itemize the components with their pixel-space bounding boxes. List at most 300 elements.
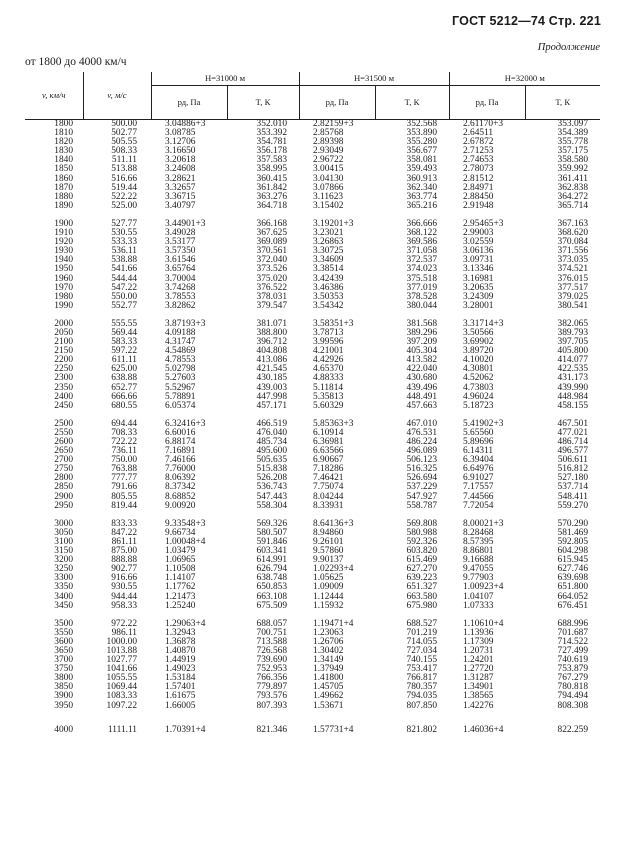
cell-temp-31500: 688.527 [406,618,437,629]
cell-temp-31500: 675.980 [406,600,437,611]
cell-temp-32000: 794.494 [557,691,588,702]
cell-pressure-32000: 1.13936 [463,627,494,638]
cell-pressure-32000: 2.61170+3 [463,119,504,129]
cell-pressure-32000: 4.10020 [463,355,494,366]
cell-speed-ms: 805.55 [111,491,137,502]
cell-temp-31500: 663.580 [406,591,437,602]
cell-temp-32000: 364.272 [557,191,588,202]
group-spacer-cell [25,711,600,720]
cell-speed-kmh: 1940 [54,255,73,266]
cell-temp-32000: 376.015 [557,273,588,284]
cell-temp-32000: 359.992 [557,164,588,175]
cell-pressure-32000: 1.31287 [463,673,494,684]
cell-pressure-32000: 3.06136 [463,246,494,257]
cell-temp-31000: 515.838 [256,464,287,475]
cell-pressure-31500: 1.30402 [313,645,344,656]
cell-temp-32000: 496.577 [557,446,588,457]
cell-pressure-31000: 1.70391+4 [165,724,206,735]
cell-pressure-31000: 3.57350 [165,246,196,257]
cell-temp-31500: 365.216 [406,200,437,211]
sub-header-t: T, К [375,86,449,120]
cell-temp-31000: 413.086 [256,355,287,366]
cell-temp-32000: 740.619 [557,655,588,666]
cell-temp-32000: 570.290 [557,518,588,529]
cell-temp-32000: 808.308 [557,700,588,711]
cell-pressure-32000: 2.78073 [463,164,494,175]
cell-temp-31000: 485.734 [256,437,287,447]
cell-temp-32000: 822.259 [557,724,588,735]
cell-temp-31000: 430.185 [256,373,287,384]
cell-temp-31500: 355.280 [406,137,437,148]
cell-temp-31500: 714.055 [406,636,437,647]
cell-temp-31500: 362.340 [406,182,437,193]
cell-pressure-31500: 8.94860 [313,527,344,538]
cell-pressure-31500: 8.04244 [313,491,344,502]
cell-temp-31500: 821.802 [406,724,437,735]
cell-pressure-31000: 3.36715 [165,191,196,202]
cell-temp-32000: 380.541 [557,300,588,311]
cell-speed-ms: 1027.77 [106,655,137,666]
cell-speed-kmh: 2650 [54,446,73,457]
cell-temp-32000: 377.517 [557,282,588,293]
table-row [25,302,600,311]
cell-temp-32000: 382.065 [557,318,588,329]
cell-speed-kmh: 1830 [54,146,73,157]
cell-pressure-32000: 5.41902+3 [463,418,504,429]
cell-pressure-32000: 2.81512 [463,173,494,184]
cell-pressure-32000: 8.57395 [463,536,494,547]
cell-speed-ms: 944.44 [111,591,137,602]
cell-temp-31500: 639.223 [406,573,437,584]
cell-temp-31500: 378.528 [406,291,437,302]
cell-speed-kmh: 3200 [54,555,73,566]
cell-temp-31500: 448.491 [406,391,437,402]
cell-speed-ms: 547.22 [111,282,137,293]
cell-pressure-31000: 8.37342 [165,482,196,493]
cell-speed-ms: 777.77 [111,473,137,484]
page-header: ГОСТ 5212—74 Стр. 221 [452,14,601,28]
cell-temp-31500: 506.123 [406,455,437,466]
cell-temp-31000: 353.392 [256,128,287,139]
table-row [25,402,600,411]
cell-speed-kmh: 3400 [54,591,73,602]
cell-pressure-31000: 1.21473 [165,591,196,602]
cell-temp-31000: 547.443 [256,491,287,502]
cell-pressure-32000: 4.52062 [463,373,494,384]
cell-pressure-31500: 2.96722 [313,155,344,166]
cell-speed-kmh: 3000 [54,518,73,529]
cell-temp-32000: 355.778 [557,137,588,148]
cell-pressure-32000: 8.28468 [463,527,494,538]
cell-pressure-31500: 3.58351+3 [313,318,354,329]
cell-pressure-31000: 1.00048+4 [165,536,206,547]
cell-pressure-31500: 7.18286 [313,464,344,475]
cell-temp-31500: 366.666 [406,218,437,229]
cell-temp-32000: 581.469 [557,527,588,538]
cell-temp-32000: 486.714 [557,437,588,447]
cell-temp-31500: 352.568 [406,119,437,129]
cell-pressure-31000: 5.78891 [165,391,196,402]
cell-temp-31500: 430.680 [406,373,437,384]
cell-pressure-31500: 1.19471+4 [313,618,354,629]
cell-pressure-31500: 1.57731+4 [313,724,354,735]
cell-speed-ms: 502.77 [111,128,137,139]
cell-speed-ms: 530.55 [111,228,137,239]
cell-pressure-31000: 1.25240 [165,600,196,611]
cell-speed-kmh: 3450 [54,600,73,611]
cell-speed-ms: 875.00 [111,546,137,557]
cell-temp-32000: 373.035 [557,255,588,266]
sub-header-pd: рд, Па [299,86,375,120]
cell-speed-ms: 525.00 [111,200,137,211]
cell-pressure-31500: 1.53671 [313,700,344,711]
cell-temp-31500: 368.122 [406,228,437,239]
cell-speed-kmh: 1990 [54,300,73,311]
cell-pressure-32000: 6.39404 [463,455,494,466]
cell-temp-31000: 376.522 [256,282,287,293]
sub-header-t: T, К [525,86,600,120]
cell-temp-31500: 496.089 [406,446,437,457]
cell-pressure-31500: 3.50353 [313,291,344,302]
cell-temp-31500: 615.469 [406,555,437,566]
cell-speed-ms: 750.00 [111,455,137,466]
cell-speed-ms: 1083.33 [106,691,137,702]
cell-temp-31000: 370.561 [256,246,287,257]
cell-speed-ms: 583.33 [111,337,137,348]
cell-pressure-32000: 2.74653 [463,155,494,166]
table-row [25,602,600,611]
cell-speed-kmh: 1920 [54,237,73,248]
cell-temp-31000: 369.089 [256,237,287,248]
cell-speed-kmh: 3350 [54,582,73,593]
cell-pressure-31000: 9.00920 [165,500,196,511]
cell-temp-31500: 547.927 [406,491,437,502]
cell-temp-31500: 558.787 [406,500,437,511]
cell-speed-ms: 552.77 [111,300,137,311]
cell-pressure-31000: 1.57401 [165,682,196,693]
cell-temp-32000: 368.620 [557,228,588,239]
cell-pressure-32000: 9.16688 [463,555,494,566]
cell-speed-kmh: 1970 [54,282,73,293]
cell-pressure-31000: 9.66734 [165,527,196,538]
cell-pressure-31000: 3.08785 [165,128,196,139]
cell-pressure-32000: 1.07333 [463,600,494,611]
cell-pressure-31500: 8.33931 [313,500,344,511]
table-row [25,502,600,511]
cell-pressure-32000: 7.72054 [463,500,494,511]
cell-temp-31000: 447.998 [256,391,287,402]
cell-speed-ms: 1097.22 [106,700,137,711]
cell-temp-31500: 389.296 [406,327,437,338]
cell-pressure-31000: 1.32943 [165,627,196,638]
cell-pressure-32000: 2.67872 [463,137,494,148]
cell-speed-ms: 513.88 [111,164,137,175]
cell-temp-32000: 701.687 [557,627,588,638]
cell-pressure-31000: 1.40870 [165,645,196,656]
cell-temp-32000: 357.175 [557,146,588,157]
cell-speed-kmh: 3500 [54,618,73,629]
cell-speed-kmh: 3850 [54,682,73,693]
cell-pressure-31500: 5.85363+3 [313,418,354,429]
cell-speed-ms: 638.88 [111,373,137,384]
cell-speed-kmh: 2400 [54,391,73,402]
cell-speed-kmh: 4000 [54,724,73,735]
cell-pressure-32000: 1.38565 [463,691,494,702]
sub-header-pd: рд, Па [151,86,227,120]
cell-speed-ms: 611.11 [111,355,137,366]
cell-temp-32000: 422.535 [557,364,588,375]
cell-temp-31500: 375.518 [406,273,437,284]
cell-temp-31500: 580.988 [406,527,437,538]
cell-pressure-32000: 3.24309 [463,291,494,302]
cell-temp-32000: 516.812 [557,464,588,475]
cell-pressure-32000: 3.16981 [463,273,494,284]
cell-temp-31500: 457.663 [406,400,437,411]
cell-speed-ms: 538.88 [111,255,137,266]
cell-speed-kmh: 1850 [54,164,73,175]
cell-pressure-31000: 3.20618 [165,155,196,166]
cell-temp-31000: 358.995 [256,164,287,175]
cell-pressure-32000: 9.77903 [463,573,494,584]
cell-pressure-31500: 6.63566 [313,446,344,457]
cell-speed-kmh: 2050 [54,327,73,338]
cell-speed-ms: 819.44 [111,500,137,511]
cell-temp-31500: 374.023 [406,264,437,275]
cell-speed-kmh: 2200 [54,355,73,366]
cell-pressure-31500: 3.04130 [313,173,344,184]
cell-pressure-32000: 2.95465+3 [463,218,504,229]
cell-speed-kmh: 3950 [54,700,73,711]
cell-speed-ms: 958.33 [111,600,137,611]
cell-pressure-31000: 1.06965 [165,555,196,566]
cell-temp-31500: 537.229 [406,482,437,493]
cell-temp-31000: 526.208 [256,473,287,484]
cell-pressure-31500: 3.23021 [313,228,344,239]
cell-pressure-31000: 3.32657 [165,182,196,193]
cell-pressure-31000: 7.16891 [165,446,196,457]
cell-speed-ms: 833.33 [111,518,137,529]
cell-temp-31000: 373.526 [256,264,287,275]
cell-pressure-32000: 4.96024 [463,391,494,402]
cell-pressure-32000: 3.69902 [463,337,494,348]
cell-temp-31000: 396.712 [256,337,287,348]
cell-temp-32000: 727.499 [557,645,588,656]
cell-speed-ms: 555.55 [111,318,137,329]
cell-temp-31000: 505.635 [256,455,287,466]
cell-temp-32000: 405.800 [557,346,588,357]
cell-speed-kmh: 1880 [54,191,73,202]
cell-pressure-32000: 5.18723 [463,400,494,411]
cell-pressure-31000: 5.52967 [165,382,196,393]
cell-pressure-31500: 2.85768 [313,128,344,139]
cell-pressure-31500: 1.34149 [313,655,344,666]
cell-temp-32000: 370.084 [557,237,588,248]
cell-temp-31500: 353.890 [406,128,437,139]
speed-range-label: от 1800 до 4000 км/ч [25,56,127,68]
cell-pressure-32000: 1.27720 [463,664,494,675]
cell-temp-32000: 753.879 [557,664,588,675]
cell-speed-ms: 680.55 [111,400,137,411]
cell-pressure-31500: 1.49662 [313,691,344,702]
cell-temp-32000: 767.279 [557,673,588,684]
cell-temp-32000: 389.793 [557,327,588,338]
cell-temp-32000: 353.097 [557,119,588,129]
cell-temp-31000: 360.415 [256,173,287,184]
cell-speed-ms: 516.66 [111,173,137,184]
cell-pressure-31000: 3.04886+3 [165,119,206,129]
cell-temp-31500: 701.219 [406,627,437,638]
cell-pressure-32000: 1.04107 [463,591,494,602]
cell-speed-kmh: 3800 [54,673,73,684]
cell-temp-32000: 358.580 [557,155,588,166]
cell-pressure-32000: 2.84971 [463,182,494,193]
cell-speed-kmh: 2850 [54,482,73,493]
cell-pressure-31500: 3.38514 [313,264,344,275]
cell-pressure-31500: 3.00415 [313,164,344,175]
col-header-v-ms: v, м/с [83,72,151,120]
cell-pressure-32000: 8.86801 [463,546,494,557]
cell-pressure-31000: 3.44901+3 [165,218,206,229]
cell-speed-ms: 511.11 [111,155,137,166]
cell-pressure-31000: 9.33548+3 [165,518,206,529]
cell-temp-32000: 431.173 [557,373,588,384]
cell-pressure-31500: 2.89398 [313,137,344,148]
cell-temp-32000: 527.180 [557,473,588,484]
cell-pressure-32000: 3.31714+3 [463,318,504,329]
cell-pressure-31000: 1.61675 [165,691,196,702]
cell-pressure-31500: 1.41800 [313,673,344,684]
cell-temp-32000: 627.746 [557,564,588,575]
cell-pressure-32000: 1.10610+4 [463,618,504,629]
cell-temp-32000: 439.990 [557,382,588,393]
cell-temp-31500: 526.694 [406,473,437,484]
cell-speed-ms: 694.44 [111,418,137,429]
table-row [25,702,600,711]
cell-temp-31000: 558.304 [256,500,287,511]
cell-pressure-31500: 1.15932 [313,600,344,611]
cell-temp-31500: 627.270 [406,564,437,575]
cell-temp-32000: 371.556 [557,246,588,257]
cell-temp-32000: 362.838 [557,182,588,193]
cell-temp-31000: 367.625 [256,228,287,239]
cell-speed-ms: 597.22 [111,346,137,357]
cell-pressure-32000: 3.89720 [463,346,494,357]
cell-pressure-31000: 1.49023 [165,664,196,675]
cell-pressure-31000: 5.27603 [165,373,196,384]
cell-speed-ms: 888.88 [111,555,137,566]
cell-pressure-31500: 1.26706 [313,636,344,647]
cell-temp-31000: 580.507 [256,527,287,538]
cell-temp-31000: 381.071 [256,318,287,329]
cell-pressure-31500: 7.75074 [313,482,344,493]
cell-pressure-32000: 5.89696 [463,437,494,447]
cell-speed-ms: 1055.55 [106,673,137,684]
cell-speed-ms: 625.00 [111,364,137,375]
cell-pressure-32000: 3.50566 [463,327,494,338]
cell-speed-kmh: 3550 [54,627,73,638]
cell-temp-32000: 604.298 [557,546,588,557]
cell-temp-32000: 615.945 [557,555,588,566]
cell-pressure-31000: 3.12706 [165,137,196,148]
cell-pressure-31500: 4.88333 [313,373,344,384]
cell-pressure-31500: 3.46386 [313,282,344,293]
cell-pressure-32000: 1.34901 [463,682,494,693]
cell-pressure-32000: 6.14311 [463,446,494,457]
cell-temp-31500: 753.417 [406,664,437,675]
cell-pressure-32000: 1.20731 [463,645,494,656]
cell-speed-kmh: 1910 [54,228,73,239]
cell-temp-31500: 651.327 [406,582,437,593]
cell-speed-kmh: 1810 [54,128,73,139]
cell-temp-31000: 404.808 [256,346,287,357]
cell-pressure-31000: 6.05374 [165,400,196,411]
cell-pressure-31000: 6.88174 [165,437,196,447]
cell-pressure-31500: 5.11814 [313,382,344,393]
cell-pressure-32000: 1.46036+4 [463,724,504,735]
cell-pressure-31500: 3.54342 [313,300,344,311]
cell-temp-31500: 380.044 [406,300,437,311]
cell-speed-kmh: 2950 [54,500,73,511]
cell-pressure-31000: 3.78553 [165,291,196,302]
cell-pressure-32000: 1.42276 [463,700,494,711]
cell-pressure-32000: 3.13346 [463,264,494,275]
cell-temp-31500: 439.496 [406,382,437,393]
cell-speed-kmh: 1900 [54,218,73,229]
cell-pressure-31500: 4.65370 [313,364,344,375]
cell-pressure-31000: 8.68852 [165,491,196,502]
cell-speed-kmh: 2450 [54,400,73,411]
cell-temp-31000: 752.953 [256,664,287,675]
cell-pressure-31500: 3.19201+3 [313,218,354,229]
cell-temp-31000: 352.010 [256,119,287,129]
cell-temp-31000: 388.800 [256,327,287,338]
altitude-header-3: H=32000 м [449,72,600,86]
cell-temp-31000: 591.846 [256,536,287,547]
cell-temp-32000: 559.270 [557,500,588,511]
cell-temp-32000: 537.714 [557,482,588,493]
atmosphere-table [25,72,600,735]
cell-speed-kmh: 2300 [54,373,73,384]
cell-pressure-31000: 3.65764 [165,264,196,275]
cell-temp-32000: 639.698 [557,573,588,584]
cell-temp-31000: 421.545 [256,364,287,375]
cell-pressure-31500: 3.78713 [313,327,344,338]
cell-pressure-31000: 5.02798 [165,364,196,375]
cell-temp-31500: 592.326 [406,536,437,547]
cell-pressure-31500: 3.26863 [313,237,344,248]
cell-pressure-31500: 9.26101 [313,536,344,547]
cell-speed-ms: 916.66 [111,573,137,584]
cell-speed-kmh: 1870 [54,182,73,193]
cell-pressure-31000: 3.40797 [165,200,196,211]
cell-temp-32000: 365.714 [557,200,588,211]
cell-pressure-31000: 1.53184 [165,673,196,684]
cell-pressure-32000: 1.24201 [463,655,494,666]
cell-speed-ms: 505.55 [111,137,137,148]
cell-pressure-31500: 6.10914 [313,427,344,438]
cell-pressure-31500: 4.42926 [313,355,344,366]
cell-speed-kmh: 3100 [54,536,73,547]
table-row [25,202,600,211]
cell-temp-32000: 467.501 [557,418,588,429]
cell-pressure-31000: 4.54869 [165,346,196,357]
cell-pressure-31000: 4.31747 [165,337,196,348]
cell-temp-32000: 361.411 [557,173,588,184]
cell-speed-ms: 522.22 [111,191,137,202]
cell-temp-31500: 369.586 [406,237,437,248]
cell-temp-31500: 405.304 [406,346,437,357]
cell-temp-32000: 374.521 [557,264,588,275]
